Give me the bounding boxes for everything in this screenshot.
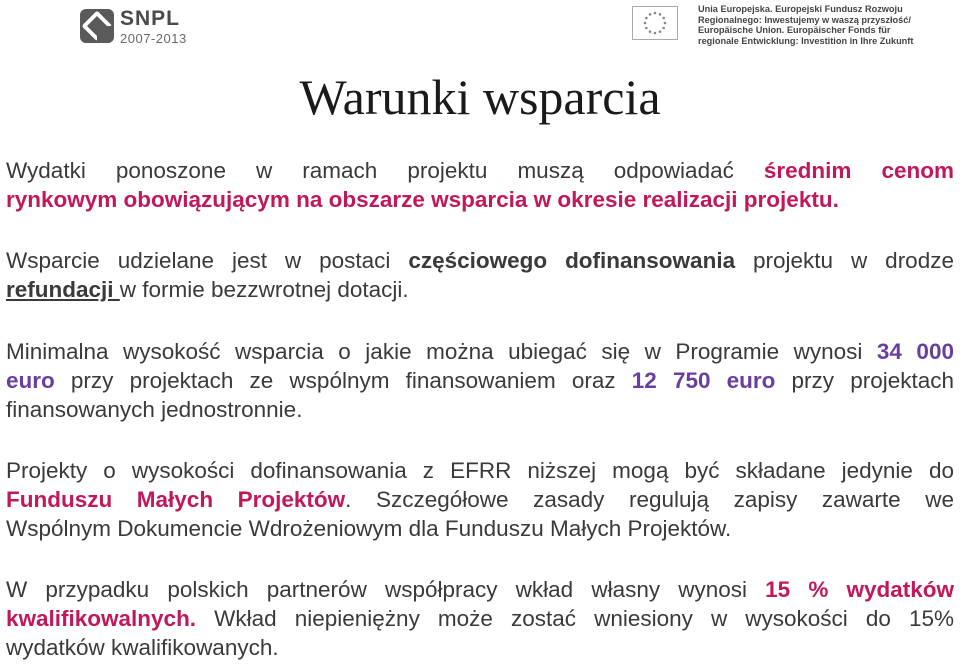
eu-line: Europäische Union. Europäischer Fonds für bbox=[698, 25, 891, 36]
highlight: refundacji bbox=[6, 277, 120, 302]
text: Wspólnym Dokumencie Wdrożeniowym dla Funduszu Małych Projektów. bbox=[6, 516, 732, 541]
text: przy projektach bbox=[775, 368, 954, 393]
text: finansowanych jednostronnie. bbox=[6, 397, 303, 422]
text: Wkład niepieniężny może zostać wniesiony w wysokości do 15% bbox=[196, 606, 954, 631]
text: projektu w drodze bbox=[735, 248, 954, 273]
eu-line: regionale Entwicklung: Investition in Ihre Zukunft bbox=[698, 35, 914, 46]
eu-star bbox=[649, 30, 652, 33]
eu-star bbox=[644, 22, 647, 25]
eu-star bbox=[662, 17, 665, 20]
eu-star bbox=[654, 12, 657, 15]
eu-funding-notice bbox=[632, 4, 958, 48]
eu-star bbox=[649, 13, 652, 16]
page-title: Warunki wsparcia bbox=[299, 69, 661, 125]
eu-flag-icon bbox=[632, 6, 678, 40]
highlight: kwalifikowalnych. bbox=[6, 606, 197, 631]
highlight: 15 % wydatków bbox=[765, 577, 954, 602]
highlight: 34 000 bbox=[876, 339, 954, 364]
logo-name: SNPL bbox=[120, 6, 181, 30]
paragraph-prices bbox=[6, 156, 954, 214]
paragraph-own-contribution bbox=[6, 575, 954, 662]
eu-star bbox=[645, 17, 648, 20]
text: W przypadku polskich partnerów współpracy wkład własny wynosi bbox=[6, 577, 766, 602]
eu-line: Unia Europejska. Europejski Fundusz Rozwoju bbox=[698, 4, 903, 14]
paragraph-cofinancing bbox=[6, 246, 954, 304]
text: Wydatki ponoszone w ramach projektu muszą odpowiadać bbox=[6, 158, 764, 183]
snpl-logo-icon bbox=[80, 9, 114, 43]
text: wydatków kwalifikowanych. bbox=[6, 635, 279, 660]
highlight: średnim cenom bbox=[763, 158, 954, 183]
text: . Szczegółowe zasady regulują zapisy zawarte we bbox=[345, 487, 955, 512]
eu-line: Regionalnego: Inwestujemy w waszą przyszłość/ bbox=[698, 14, 911, 25]
eu-star bbox=[664, 22, 667, 25]
eu-star bbox=[659, 13, 662, 16]
paragraph-minimum bbox=[6, 337, 954, 424]
text: przy projektach ze wspólnym finansowaniem oraz bbox=[54, 368, 632, 393]
text: Projekty o wysokości dofinansowania z EFRR niższej mogą być składane jedynie do bbox=[6, 458, 954, 483]
paragraph-small-projects bbox=[6, 456, 954, 543]
text: Wsparcie udzielane jest w postaci bbox=[6, 248, 409, 273]
highlight: częściowego dofinansowania bbox=[408, 248, 736, 273]
eu-text bbox=[698, 4, 913, 46]
eu-star bbox=[662, 27, 665, 30]
highlight: euro bbox=[6, 368, 55, 393]
eu-star bbox=[654, 32, 657, 35]
text: w formie bezzwrotnej dotacji. bbox=[119, 277, 409, 302]
highlight: 12 750 euro bbox=[631, 368, 776, 393]
highlight: Funduszu Małych Projektów bbox=[6, 487, 346, 512]
logo-years: 2007-2013 bbox=[120, 30, 187, 46]
highlight: rynkowym obowiązującym na obszarze wsparcia w okresie realizacji projektu. bbox=[6, 187, 839, 212]
eu-star bbox=[645, 27, 648, 30]
text: Minimalna wysokość wsparcia o jakie można ubiegać się w Programie wynosi bbox=[6, 339, 877, 364]
snpl-logo bbox=[80, 2, 214, 50]
eu-star bbox=[659, 30, 662, 33]
